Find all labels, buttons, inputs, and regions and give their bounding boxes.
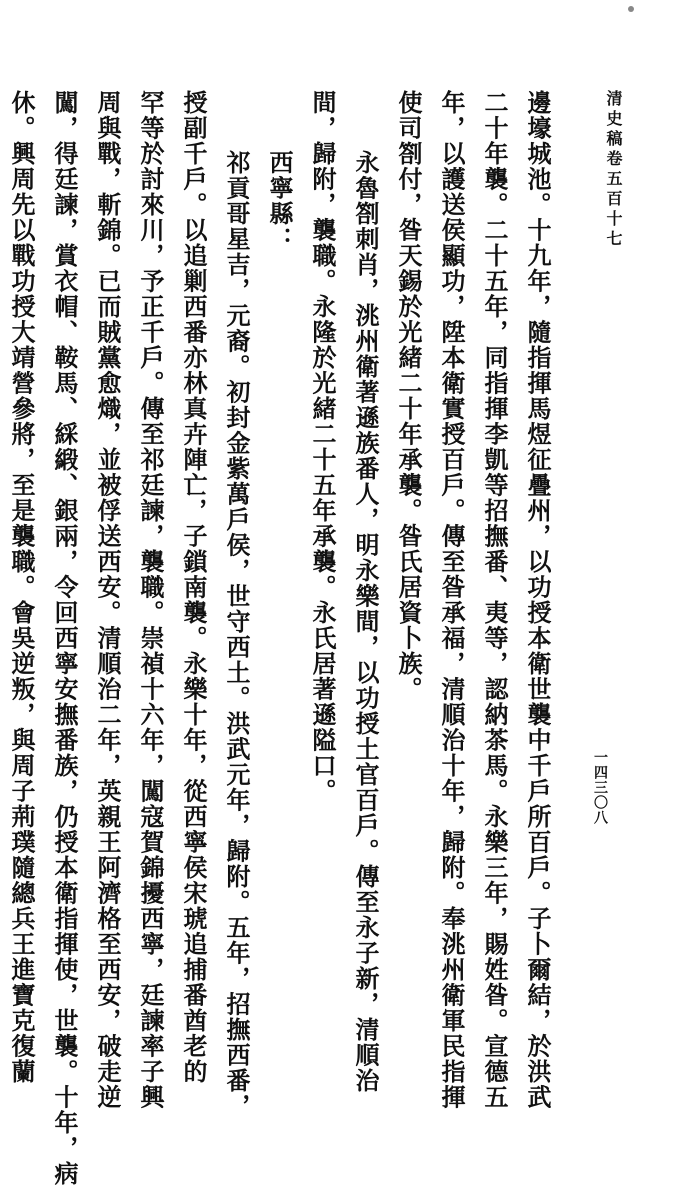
header-title: 清史稿卷五百十七: [604, 90, 623, 250]
text-column: 周與戰，斬錦。已而賊黨愈熾，並被俘送西安。清順治二年，英親王阿濟格至西安，破走逆: [93, 90, 122, 1110]
section-heading: 西寧縣：: [265, 150, 294, 252]
page-number: 一四三〇八: [592, 750, 608, 825]
text-column: 闖，得廷諫，賞衣帽、鞍馬、綵緞、銀兩，令回西寧安撫番族，仍授本衛指揮使，世襲。十年，病: [50, 90, 79, 1187]
text-column: 使司劄付，昝天錫於光緒二十年承襲。昝氏居資卜族。: [394, 90, 423, 702]
text-column: 邊壕城池。十九年，隨指揮馬煜征疊州，以功授本衛世襲中千戶所百戶。子卜爾結，於洪武: [523, 90, 552, 1110]
text-column: 永魯劄刺肖，洮州衛著遜族番人，明永樂間，以功授土官百戶。傳至永子新，清順治: [351, 150, 380, 1094]
text-column: 間，歸附，襲職。永隆於光緒二十五年承襲。永氏居著遜隘口。: [308, 90, 337, 804]
text-column: 休。興周先以戰功授大靖營參將，至是襲職。會吳逆叛，與周子荊璞隨總兵王進寶克復蘭: [7, 90, 36, 1085]
text-column: 罕等於討來川，予正千戶。傳至祁廷諫，襲職。崇禎十六年，闖寇賀錦擾西寧，廷諫率子興: [136, 90, 165, 1110]
text-column: 二十年襲。二十五年，同指揮李凱等招撫番、夷等，認納茶馬。永樂三年，賜姓昝。宣德五: [480, 90, 509, 1110]
text-column: 祁貢哥星吉，元裔。初封金紫萬戶侯，世守西土。洪武元年，歸附。五年，招撫西番，: [222, 150, 251, 1119]
text-column: 年，以護送侯顯功，陞本衛實授百戶。傳至昝承福，清順治十年，歸附。奉洮州衛軍民指揮: [437, 90, 466, 1110]
text-column: 授副千戶。以追剿西番亦林真卉陣亡，子鎖南襲。永樂十年，從西寧侯宋琥追捕番酋老的: [179, 90, 208, 1085]
scan-mark: [628, 6, 634, 12]
